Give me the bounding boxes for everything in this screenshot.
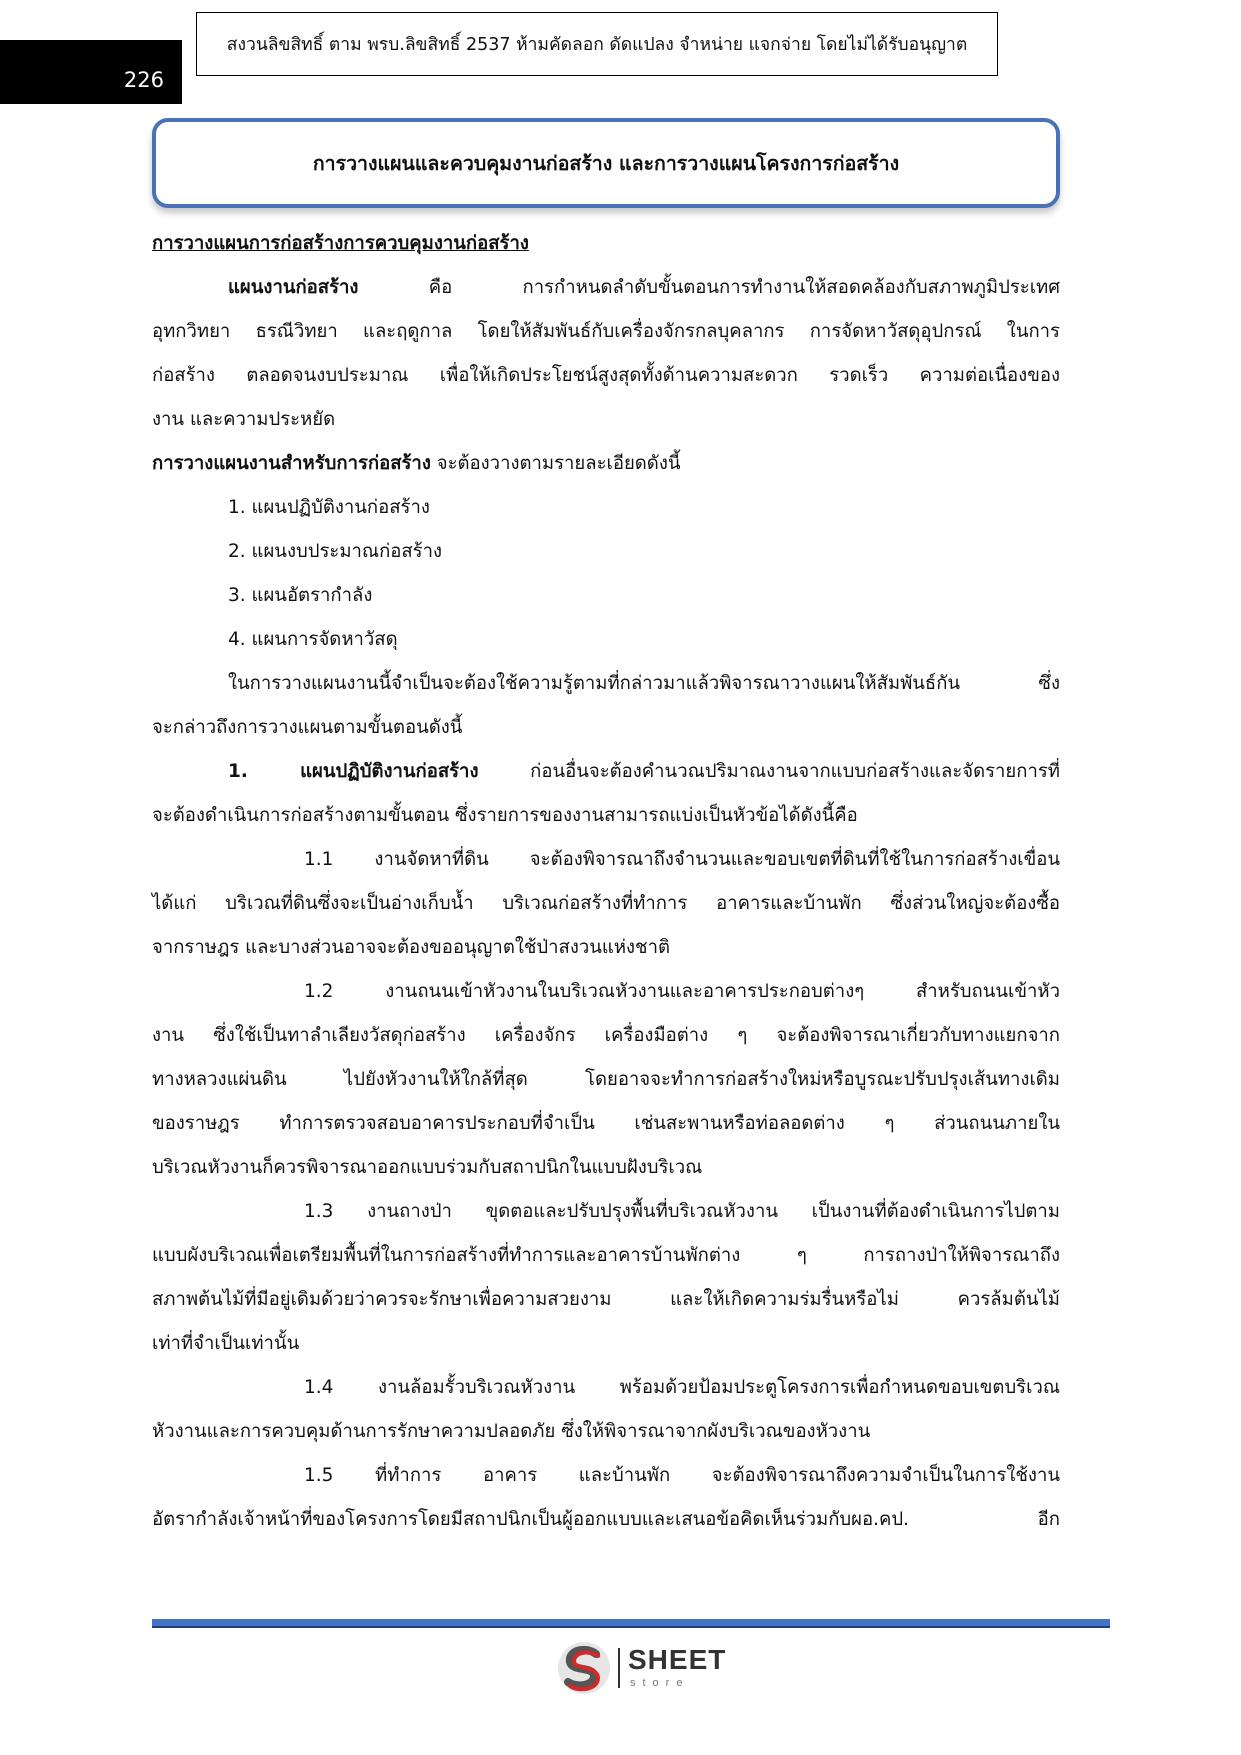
sheet-store-logo-icon (556, 1640, 612, 1696)
item-1-4-line: หัวงานและการควบคุมด้านการรักษาความปลอดภัย ซึ่งให้พิจารณาจากผังบริเวณของหัวงาน (152, 1421, 871, 1442)
definition-line-2: อุทกวิทยา ธรณีวิทยา และฤดูกาล โดยให้สัมพันธ์กับเครื่องจักรกลบุคลากร การจัดหาวัสดุอุปกรณ์ ในการ (152, 321, 1060, 342)
item-1-3-line: เท่าที่จำเป็นเท่านั้น (152, 1333, 300, 1354)
chapter-title: การวางแผนและควบคุมงานก่อสร้าง และการวางแผนโครงการก่อสร้าง (312, 151, 900, 175)
item-1-5-line: อัตรากำลังเจ้าหน้าที่ของโครงการโดยมีสถาปนิกเป็นผู้ออกแบบและเสนอข้อคิดเห็นร่วมกับผอ.คป. อีก (152, 1509, 1060, 1530)
page-number-tab (0, 40, 182, 104)
logo-divider (618, 1648, 620, 1688)
plan-list-item: 2. แผนงบประมาณก่อสร้าง (228, 541, 443, 562)
item-1-2-line: ทางหลวงแผ่นดิน ไปยังหัวงานให้ใกล้ที่สุด โดยอาจจะทำการก่อสร้างใหม่หรือบูรณะปรับปรุงเส้นทางเดิม (152, 1069, 1060, 1090)
plan-intro: การวางแผนงานสำหรับการก่อสร้าง จะต้องวางตามรายละเอียดดังนี้ (152, 453, 681, 474)
item-1-1-line: ได้แก่ บริเวณที่ดินซึ่งจะเป็นอ่างเก็บน้ำ บริเวณก่อสร้างที่ทำการ อาคารและบ้านพัก ซึ่งส่วนใหญ่จะต้องซื้อ (152, 893, 1060, 914)
item-1-1-line: จากราษฎร และบางส่วนอาจจะต้องขออนุญาตใช้ป่าสงวนแห่งชาติ (152, 937, 671, 958)
item-1-3-line: สภาพต้นไม้ที่มีอยู่เดิมด้วยว่าควรจะรักษาเพื่อความสวยงาม และให้เกิดความร่มรื่นหรือไม่ ควรล้มต้นไม้ (152, 1289, 1060, 1310)
plan-list-item: 4. แผนการจัดหาวัสดุ (228, 629, 398, 650)
item-1-2-line: งาน ซึ่งใช้เป็นทาลำเลียงวัสดุก่อสร้าง เครื่องจักร เครื่องมือต่าง ๆ จะต้องพิจารณาเกี่ยวกับทางแยกจาก (152, 1025, 1060, 1046)
item-1-5-line: 1.5 ที่ทำการ อาคาร และบ้านพัก จะต้องพิจารณาถึงความจำเป็นในการใช้งาน (304, 1465, 1060, 1486)
page-number: 226 (123, 68, 164, 92)
sheet-store-logo (556, 1640, 736, 1700)
plan-intro-term: การวางแผนงานสำหรับการก่อสร้าง (152, 453, 431, 474)
item-1-3-line: แบบผังบริเวณเพื่อเตรียมพื้นที่ในการก่อสร้างที่ทำการและอาคารบ้านพักต่าง ๆ การถางป่าให้พิจารณาถึง (152, 1245, 1060, 1266)
section-heading: การวางแผนการก่อสร้างการควบคุมงานก่อสร้าง (152, 233, 529, 254)
plan-list-item: 1. แผนปฏิบัติงานก่อสร้าง (228, 497, 430, 518)
section1-line-2: จะต้องดำเนินการก่อสร้างตามขั้นตอน ซึ่งรายการของงานสามารถแบ่งเป็นหัวข้อได้ดังนี้คือ (152, 805, 858, 826)
section1-line-1: 1. แผนปฏิบัติงานก่อสร้าง ก่อนอื่นจะต้องคำนวณปริมาณงานจากแบบก่อสร้างและจัดรายการที่ (228, 761, 1060, 782)
item-1-3-line: 1.3 งานถางป่า ขุดตอและปรับปรุงพื้นที่บริเวณหัวงาน เป็นงานที่ต้องดำเนินการไปตาม (304, 1201, 1060, 1222)
item-1-1-line: 1.1 งานจัดหาที่ดิน จะต้องพิจารณาถึงจำนวนและขอบเขตที่ดินที่ใช้ในการก่อสร้างเขื่อน (304, 849, 1060, 870)
definition-line-4: งาน และความประหยัด (152, 409, 336, 430)
chapter-title-box (152, 118, 1060, 208)
definition-line-1: แผนงานก่อสร้าง คือ การกำหนดลำดับขั้นตอนการทำงานให้สอดคล้องกับสภาพภูมิประเทศ (228, 277, 1060, 298)
footer-rule (152, 1619, 1110, 1628)
definition-line-3: ก่อสร้าง ตลอดจนงบประมาณ เพื่อให้เกิดประโยชน์สูงสุดทั้งด้านความสะดวก รวดเร็ว ความต่อเนื่องของ (152, 365, 1060, 386)
section1-term: 1. แผนปฏิบัติงานก่อสร้าง (228, 761, 479, 782)
transition-line-2: จะกล่าวถึงการวางแผนตามขั้นตอนดังนี้ (152, 717, 463, 738)
definition-term: แผนงานก่อสร้าง (228, 277, 359, 298)
document-body (152, 222, 1060, 1542)
copyright-notice: สงวนลิขสิทธิ์ ตาม พรบ.ลิขสิทธิ์ 2537 ห้ามคัดลอก ดัดแปลง จำหน่าย แจกจ่าย โดยไม่ได้รับอนุญาต (196, 12, 998, 76)
logo-subtext: store (630, 1677, 690, 1689)
item-1-2-line: 1.2 งานถนนเข้าหัวงานในบริเวณหัวงานและอาคารประกอบต่างๆ สำหรับถนนเข้าหัว (304, 981, 1060, 1002)
item-1-2-line: บริเวณหัวงานก็ควรพิจารณาออกแบบร่วมกับสถาปนิกในแบบฝังบริเวณ (152, 1157, 703, 1178)
transition-line-1: ในการวางแผนงานนี้จำเป็นจะต้องใช้ความรู้ตามที่กล่าวมาแล้วพิจารณาวางแผนให้สัมพันธ์กัน ซึ่ง (228, 673, 1060, 694)
plan-list-item: 3. แผนอัตรากำลัง (228, 585, 373, 606)
logo-text: SHEET (628, 1644, 727, 1675)
item-1-4-line: 1.4 งานล้อมรั้วบริเวณหัวงาน พร้อมด้วยป้อมประตูโครงการเพื่อกำหนดขอบเขตบริเวณ (304, 1377, 1060, 1398)
item-1-2-line: ของราษฎร ทำการตรวจสอบอาคารประกอบที่จำเป็น เช่นสะพานหรือท่อลอดต่าง ๆ ส่วนถนนภายใน (152, 1113, 1060, 1134)
